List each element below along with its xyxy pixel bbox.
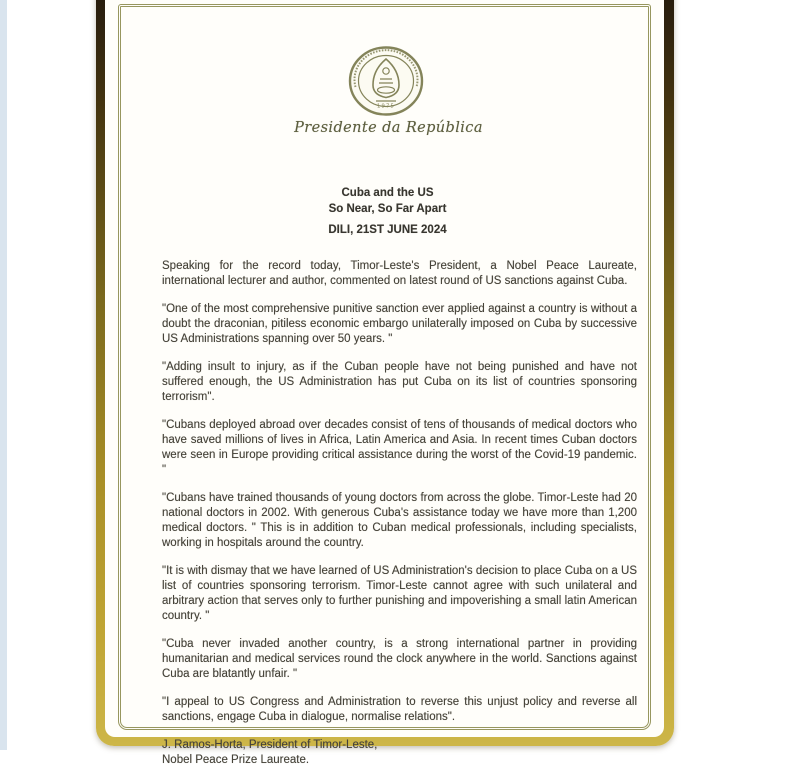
- letter-paragraph: "I appeal to US Congress and Administration to reverse this unjust policy and reverse all sanctions, engage Cuba in dialogue, normalise relations".: [162, 696, 637, 723]
- letter-paragraph: "One of the most comprehensive punitive sanction ever applied against a country is without a doubt the draconian, pitiless economic embargo unilaterally imposed on Cuba by successive US Administrations spanning over 50 years. ": [162, 303, 637, 345]
- photo-edge-strip: [0, 0, 7, 750]
- signature-block: [162, 738, 637, 768]
- signature-line1: J. Ramos-Horta, President of Timor-Leste,: [162, 739, 378, 751]
- letter-paragraph: "Cuba never invaded another country, is a strong international partner in providing humanitarian and medical services round the clock anywhere in the world. Sanctions against Cuba are blatantly unfair. ": [162, 638, 637, 680]
- letter-content: [105, 0, 664, 768]
- letter-paragraph: "Cubans deployed abroad over decades consist of tens of thousands of medical doctors who have saved millions of lives in Africa, Latin America and Asia. In recent times Cuban doctors were seen in Europe providing critical assistance during the worst of the Covid-19 pandemic. ": [162, 419, 637, 476]
- letter-dateline: DILI, 21ST JUNE 2024: [328, 224, 447, 236]
- office-title: Presidente da República: [294, 120, 483, 136]
- presidential-seal-icon: [346, 46, 426, 120]
- letter-title-line2: So Near, So Far Apart: [328, 203, 447, 215]
- seal-caption: 1975: [376, 103, 395, 110]
- letter-paragraph: "Cubans have trained thousands of young doctors from across the globe. Timor-Leste had 20 national doctors in 2002. With generous Cuba's assistance today we have more than 1,200 medical doctors. " This is in addition to Cuban medical professionals, including specialists, working in hospitals around the country.: [162, 492, 637, 549]
- letter-paragraph: Speaking for the record today, Timor-Leste's President, a Nobel Peace Laureate, international lecturer and author, commented on latest round of US sanctions against Cuba.: [162, 260, 637, 287]
- letter-title-line1: Cuba and the US: [341, 187, 434, 199]
- signature-line2: Nobel Peace Prize Laureate.: [162, 754, 310, 766]
- letter-paragraph: "Adding insult to injury, as if the Cuban people have not being punished and have not suffered enough, the US Administration has put Cuba on its list of countries sponsoring terrorism".: [162, 361, 637, 403]
- letterhead: [148, 46, 623, 118]
- document-gold-frame: [96, 0, 674, 766]
- letter-page: [105, 0, 664, 766]
- letter-body: [162, 259, 637, 725]
- letter-heading: [150, 185, 625, 238]
- letter-paragraph: "It is with dismay that we have learned of US Administration's decision to place Cuba on a US list of countries sponsoring terrorism. Timor-Leste cannot agree with such unilateral and arbitrary action that serves only to further punishing and impoverishing a small latin American country. ": [162, 565, 637, 622]
